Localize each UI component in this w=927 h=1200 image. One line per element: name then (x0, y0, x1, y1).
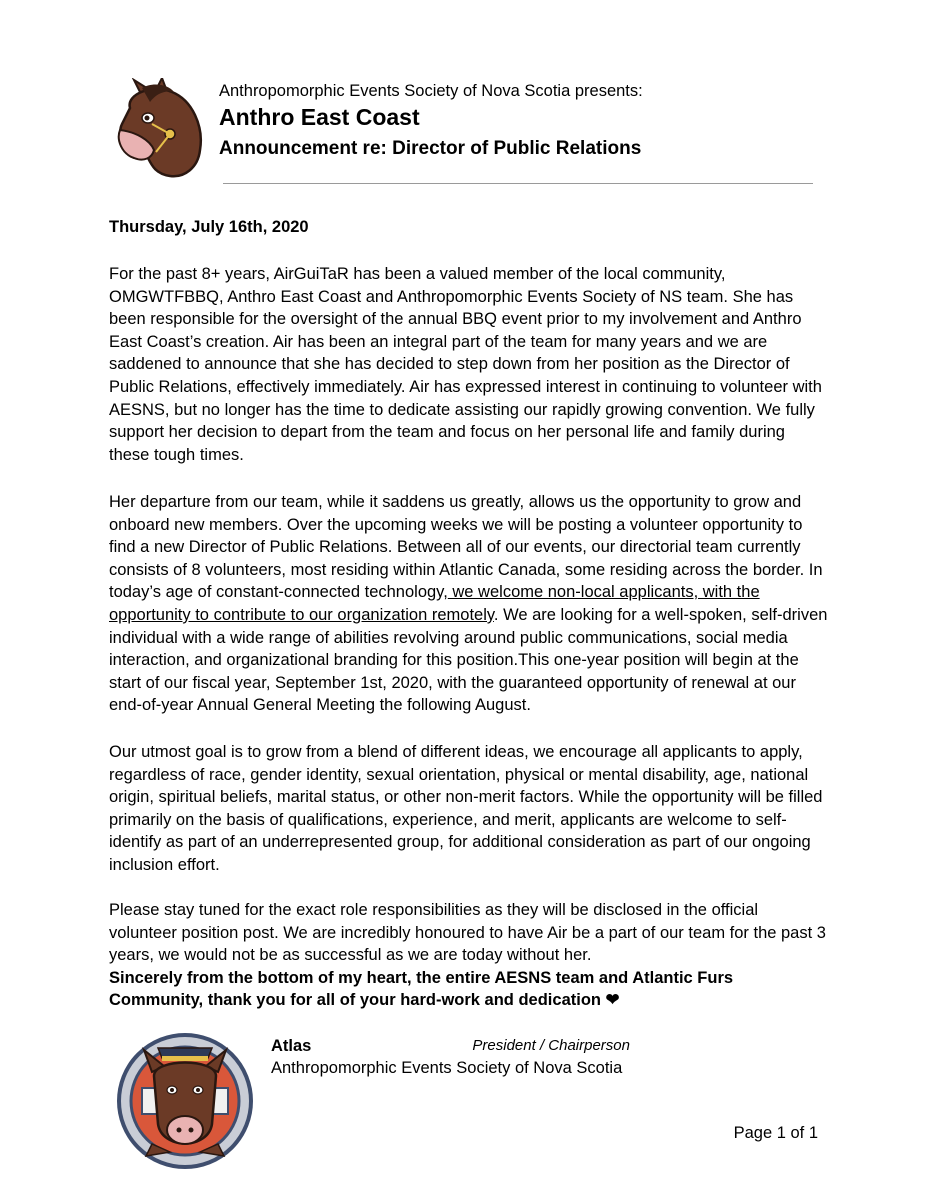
paragraph-3 (109, 741, 829, 877)
page-number: Page 1 of 1 (733, 1124, 818, 1142)
announcement-date: Thursday, July 16th, 2020 (109, 218, 309, 236)
paragraph-4 (109, 899, 829, 1012)
remote-applicants-highlight: we welcome non-local applicants, with the opportunity to contribute to our organization remotely (109, 583, 760, 624)
signatory-name: Atlas (271, 1037, 312, 1055)
paragraph-2-text-a: Her departure from our team, while it saddens us greatly, allows us the opportunity to grow and onboard new members. Over the upcoming weeks we will be posting a volunteer opportunity to find a new Director of Public Relations. Between all of our events, our directorial team currently consists of 8 volunteers, most residing within Atlantic Canada, some residing across the border. In today’s age of constant-connected technology, (109, 493, 823, 602)
paragraph-1-text: For the past 8+ years, AirGuiTaR has been a valued member of the local community, OMGWTFBBQ, Anthro East Coast and Anthropomorphic Events Society of NS team. She has been responsible for the oversight of the annual BBQ event prior to my involvement and Anthro East Coast’s creation. Air has been an integral part of the team for many years and we are saddened to announce that she has decided to step down from her position as the Director of Public Relations, effectively immediately. Air has expressed interest in continuing to volunteer with AESNS, but no longer has the time to dedicate assisting our rapidly growing convention. We fully support her decision to depart from the team and focus on her personal life and family during these tough times. (109, 265, 822, 464)
signatory-organization: Anthropomorphic Events Society of Nova Scotia (271, 1059, 623, 1077)
paragraph-3-text: Our utmost goal is to grow from a blend of different ideas, we encourage all applicants to apply, regardless of race, gender identity, sexual orientation, physical or mental disability, age, national origin, spiritual beliefs, marital status, or other non-merit factors. While the opportunity will be filled primarily on the basis of qualifications, experience, and merit, applicants are welcome to self-identify as part of an underrepresented group, for additional consideration as part of our ongoing inclusion effort. (109, 743, 823, 874)
paragraph-1 (109, 263, 829, 466)
presents-line: Anthropomorphic Events Society of Nova Scotia presents: (219, 82, 643, 100)
header-divider (223, 183, 813, 184)
paragraph-4-text: Please stay tuned for the exact role responsibilities as they will be disclosed in the official volunteer position post. We are incredibly honoured to have Air be a part of our team for the past 3 years, we would not be as successful as we are today without her. (109, 901, 826, 965)
captain-horse-badge-icon (112, 1032, 258, 1170)
paragraph-2-text-b: . We are looking for a well-spoken, self-driven individual with a wide range of abilities revolving around public communications, social media interaction, and organizational branding for this position.This one-year position will begin at the start of our fiscal year, September 1st, 2020, with the guaranteed opportunity of renewal at our end-of-year Annual General Meeting the following August. (109, 605, 828, 715)
thank-you-closing: Sincerely from the bottom of my heart, the entire AESNS team and Atlantic Furs Community, thank you for all of your hard-work and dedication ❤ (109, 968, 734, 1010)
paragraph-2 (109, 491, 829, 717)
horse-mascot-icon (112, 78, 212, 182)
signatory-title: President / Chairperson (472, 1037, 630, 1054)
event-title: Anthro East Coast (219, 104, 420, 130)
announcement-subtitle: Announcement re: Director of Public Relations (219, 138, 642, 159)
